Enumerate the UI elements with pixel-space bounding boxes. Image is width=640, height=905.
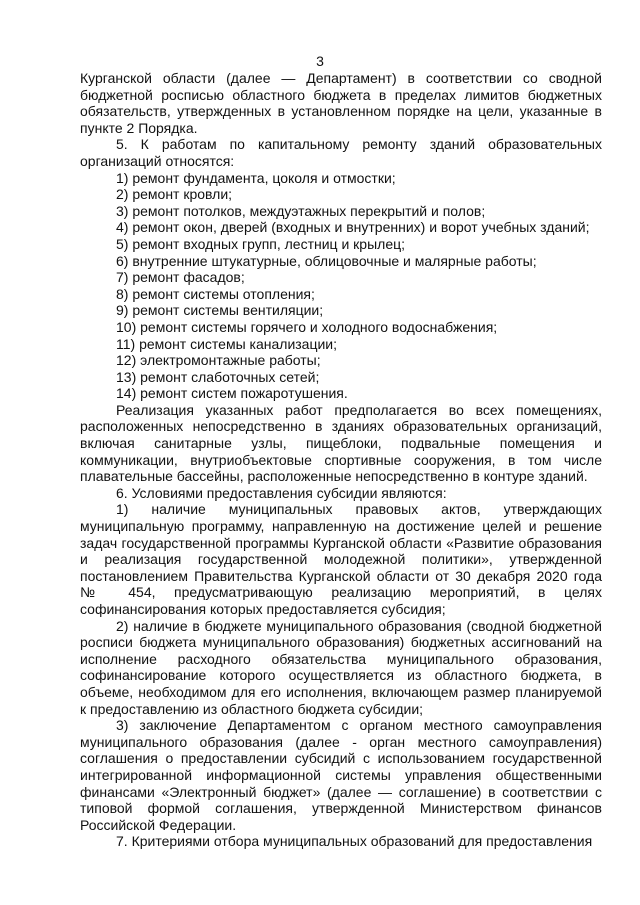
list-item: 5) ремонт входных групп, лестниц и крылец; bbox=[116, 235, 406, 252]
repair-works-list bbox=[80, 170, 602, 402]
paragraph-condition-3: 3) заключение Департаментом с органом местного самоуправления муниципального образования (далее - орган местного самоуправления) соглашения о предоставлении субсидий с использованием государственной интегрированной информационной системы управления общественными финансами «Электронный бюджет» (далее — соглашение) в соответствии с типовой формой соглашения, утвержденной Министерством финансов Российской Федерации. bbox=[80, 717, 602, 833]
paragraph-condition-2: 2) наличие в бюджете муниципального образования (сводной бюджетной росписи бюджета муниципального образования) бюджетных ассигнований на исполнение расходного обязательства муниципального образования, софинансирование которого осуществляется из областного бюджета, в объеме, необходимом для его исполнения, включающем размер планируемой к предоставлению из областного бюджета субсидии; bbox=[80, 617, 602, 717]
paragraph-condition-1: 1) наличие муниципальных правовых актов, утверждающих муниципальную программу, направленную на достижение целей и решение задач государственной программы Курганской области «Развитие образования и реализация государственной молодежной политики», утвержденной постановлением Правительства Курганской области от 30 декабря 2020 года № 454, предусматривающую реализацию мероприятий, в целях софинансирования которых предоставляется субсидия; bbox=[80, 501, 602, 617]
list-item: 8) ремонт системы отопления; bbox=[116, 285, 315, 302]
page-number: 3 bbox=[316, 53, 324, 69]
list-item: 10) ремонт системы горячего и холодного водоснабжения; bbox=[116, 318, 498, 335]
paragraph-item-6: 6. Условиями предоставления субсидии являются: bbox=[116, 484, 447, 501]
paragraph-implementation: Реализация указанных работ предполагается во всех помещениях, расположенных непосредственно в зданиях образовательных организаций, включая санитарные узлы, пищеблоки, подвальные помещения и коммуникации, внутриобъектовые спортивные сооружения, в том числе плавательные бассейны, расположенные непосредственно в контуре зданий. bbox=[80, 401, 602, 485]
list-item: 6) внутренние штукатурные, облицовочные и малярные работы; bbox=[116, 252, 537, 269]
document-body bbox=[80, 70, 602, 850]
list-item: 9) ремонт системы вентиляции; bbox=[116, 302, 324, 319]
list-item: 13) ремонт слаботочных сетей; bbox=[116, 368, 320, 385]
list-item: 14) ремонт систем пожаротушения. bbox=[116, 385, 348, 402]
list-item: 7) ремонт фасадов; bbox=[116, 269, 245, 286]
list-item: 2) ремонт кровли; bbox=[116, 186, 233, 203]
list-item: 11) ремонт системы канализации; bbox=[116, 335, 338, 352]
list-item: 4) ремонт окон, дверей (входных и внутренних) и ворот учебных зданий; bbox=[116, 219, 590, 236]
list-item: 3) ремонт потолков, междуэтажных перекрытий и полов; bbox=[116, 202, 486, 219]
paragraph-continuation: Курганской области (далее — Департамент) в соответствии со сводной бюджетной росписью областного бюджета в пределах лимитов бюджетных обязательств, утвержденных в установленном порядке на цели, указанные в пункте 2 Порядка. bbox=[80, 70, 602, 136]
paragraph-item-5: 5. К работам по капитальному ремонту зданий образовательных организаций относятся: bbox=[80, 136, 602, 169]
paragraph-item-7: 7. Критериями отбора муниципальных образований для предоставления bbox=[116, 833, 593, 850]
list-item: 1) ремонт фундамента, цоколя и отмостки; bbox=[116, 169, 396, 186]
list-item: 12) электромонтажные работы; bbox=[116, 352, 321, 369]
